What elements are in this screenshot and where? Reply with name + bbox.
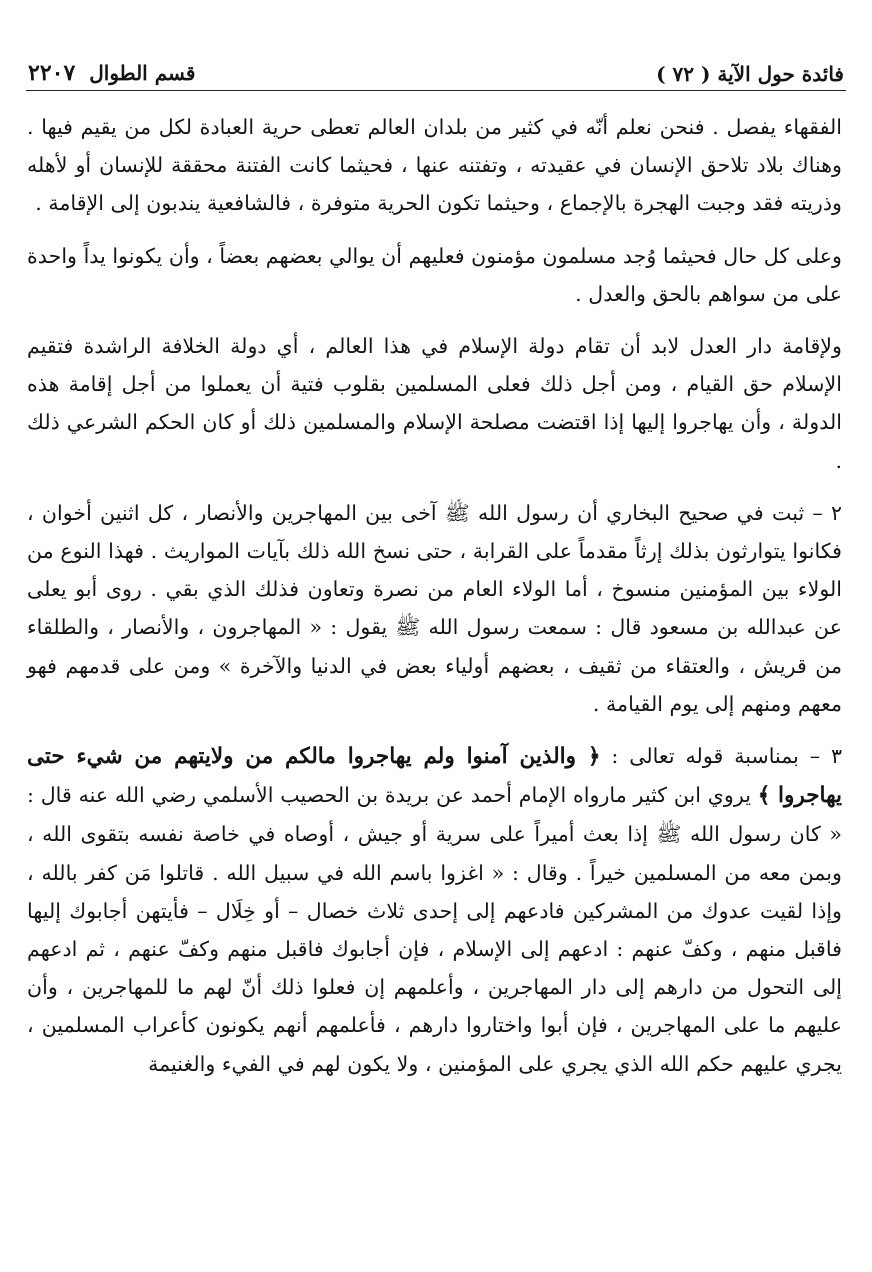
running-header [28, 52, 844, 86]
paragraph-2: وعلى كل حال فحيثما وُجد مسلمون مؤمنون فعليهم أن يوالي بعضهم بعضاً ، وأن يكونوا يداً واحدة على من سواهم بالحق والعدل . [27, 243, 842, 306]
page-number: ٢٢٠٧ [28, 60, 76, 86]
section-title: قسم الطوال [89, 61, 196, 85]
paragraph-5-point-3 [27, 737, 842, 1083]
header-left-group [28, 60, 195, 86]
running-title: فائدة حول الآية ( ٧٢ ) [656, 62, 844, 86]
paragraph-3: ولإقامة دار العدل لابد أن تقام دولة الإسلام في هذا العالم ، أي دولة الخلافة الراشدة فتقيم الإسلام حق القيام ، ومن أجل ذلك فعلى المسلمين بقلوب فتية أن يعملوا من أجل إقامة هذه الدولة ، وأن يهاجروا إليها إذا اقتضت مصلحة الإسلام والمسلمين ذلك أو كان الحكم الشرعي ذلك . [27, 334, 842, 473]
paragraph-1: الفقهاء يفصل . فنحن نعلم أنّه في كثير من بلدان العالم تعطى حرية العبادة لكل من يقيم فيها . وهناك بلاد تلاحق الإنسان في عقيدته ، وتفتنه عنها ، فحيثما كانت الفتنة محققة للإنسان أو لأهله وذريته فقد وجبت الهجرة بالإجماع ، وحيثما تكون الحرية متوفرة ، فالشافعية يندبون إلى الإقامة . [27, 115, 842, 216]
point-3-hadith: يروي ابن كثير مارواه الإمام أحمد عن بريدة بن الحصيب الأسلمي رضي الله عنه قال : « كان رسول الله ﷺ إذا بعث أميراً على سرية أو جيش ، أوصاه في خاصة نفسه بتقوى الله ، وبمن معه من المسلمين خيراً . وقال : « اغزوا باسم الله في سبيل الله . قاتلوا مَن كفر بالله ، وإذا لقيت عدوك من المشركين فادعهم إلى إحدى ثلاث خصال – أو خِلَال – فأيتهن أجابوك إليها فاقبل منهم ، وكفّ عنهم : ادعهم إلى الإسلام ، فإن أجابوك فاقبل منهم وكفّ عنهم ، ثم ادعهم إلى التحول من دارهم إلى دار المهاجرين ، وأعلمهم إن فعلوا ذلك أنّ لهم ما للمهاجرين ، وأن عليهم ما على المهاجرين ، فإن أبوا واختاروا دارهم ، فأعلمهم أنهم يكونون كأعراب المسلمين ، يجري عليهم حكم الله الذي يجري على المؤمنين ، ولا يكون لهم في الفيء والغنيمة [27, 783, 842, 1076]
page-body [27, 108, 842, 1083]
paragraph-4-point-2: ٢ – ثبت في صحيح البخاري أن رسول الله ﷺ آخى بين المهاجرين والأنصار ، كل اثنين أخوان ، فكانوا يتوارثون بذلك إرثاً مقدماً على القرابة ، حتى نسخ الله ذلك بآيات المواريث . فهذا النوع من الولاء بين المؤمنين منسوخ ، أما الولاء العام من نصرة وتعاون فذلك الذي بقي . روى أبو يعلى عن عبدالله بن مسعود قال : سمعت رسول الله ﷺ يقول : « المهاجرون ، والأنصار ، والطلقاء من قريش ، والعتقاء من ثقيف ، بعضهم أولياء بعض في الدنيا والآخرة » ومن على قدمهم فهو معهم ومنهم إلى يوم القيامة . [27, 500, 842, 716]
header-rule [26, 90, 846, 91]
point-3-intro: ٣ – بمناسبة قوله تعالى : [611, 744, 843, 769]
quran-verse: ﴿ والذين آمنوا ولم يهاجروا مالكم من ولايتهم من شيء حتى يهاجروا ﴾ [27, 744, 843, 809]
